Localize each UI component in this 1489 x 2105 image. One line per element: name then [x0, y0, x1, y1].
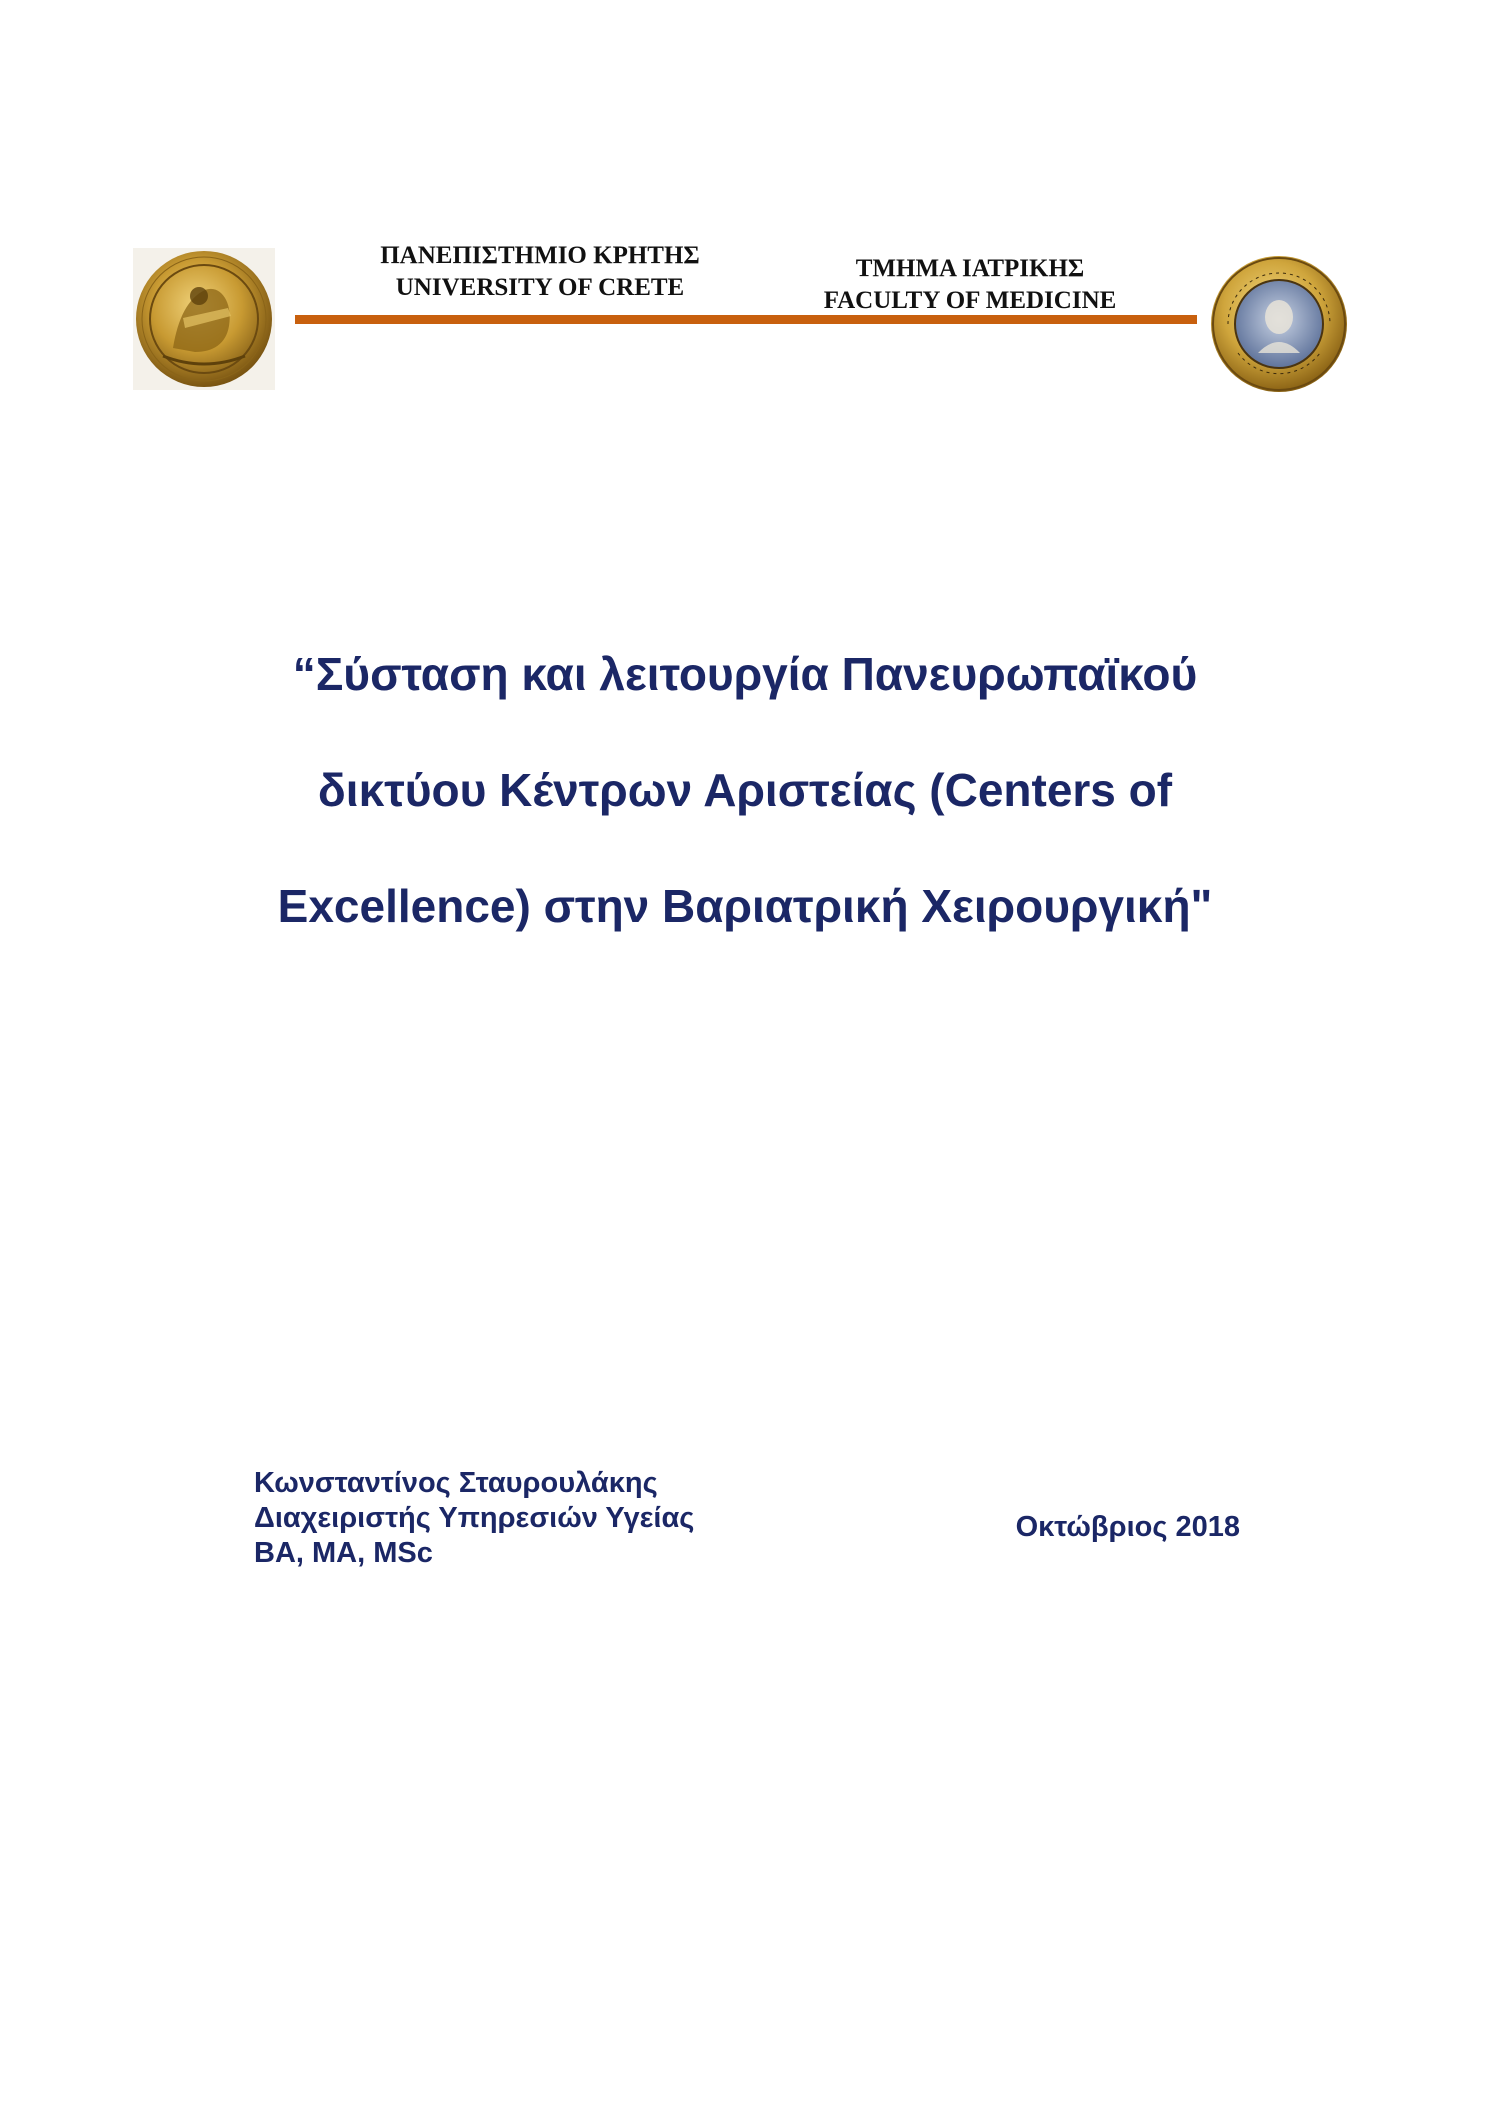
faculty-name-block — [760, 253, 1180, 317]
medical-school-seal-icon — [1208, 253, 1350, 395]
author-block — [254, 1466, 694, 1571]
author-degrees: BA, MA, MSc — [254, 1537, 433, 1569]
author-name: Κωνσταντίνος Σταυρουλάκης — [254, 1467, 658, 1499]
author-role: Διαχειριστής Υπηρεσιών Υγείας — [254, 1502, 695, 1534]
title-line: “Σύσταση και λειτουργία Πανευρωπαϊκού — [292, 648, 1198, 700]
university-name-greek: ΠΑΝΕΠΙΣΤΗΜΙΟ ΚΡΗΤΗΣ — [380, 242, 700, 269]
document-date: Οκτώβριος 2018 — [1015, 1511, 1240, 1543]
title-line: Excellence) στην Βαριατρική Χειρουργική" — [277, 880, 1213, 932]
faculty-name-english: FACULTY OF MEDICINE — [823, 287, 1117, 314]
university-name-block — [340, 240, 740, 304]
university-seal-icon — [133, 248, 275, 390]
title-line: δικτύου Κέντρων Αριστείας (Centers of — [317, 764, 1173, 816]
faculty-name-greek: ΤΜΗΜΑ ΙΑΤΡΙΚΗΣ — [855, 255, 1085, 282]
document-title — [180, 633, 1310, 981]
header-divider — [295, 315, 1197, 324]
university-name-english: UNIVERSITY OF CRETE — [395, 274, 685, 301]
